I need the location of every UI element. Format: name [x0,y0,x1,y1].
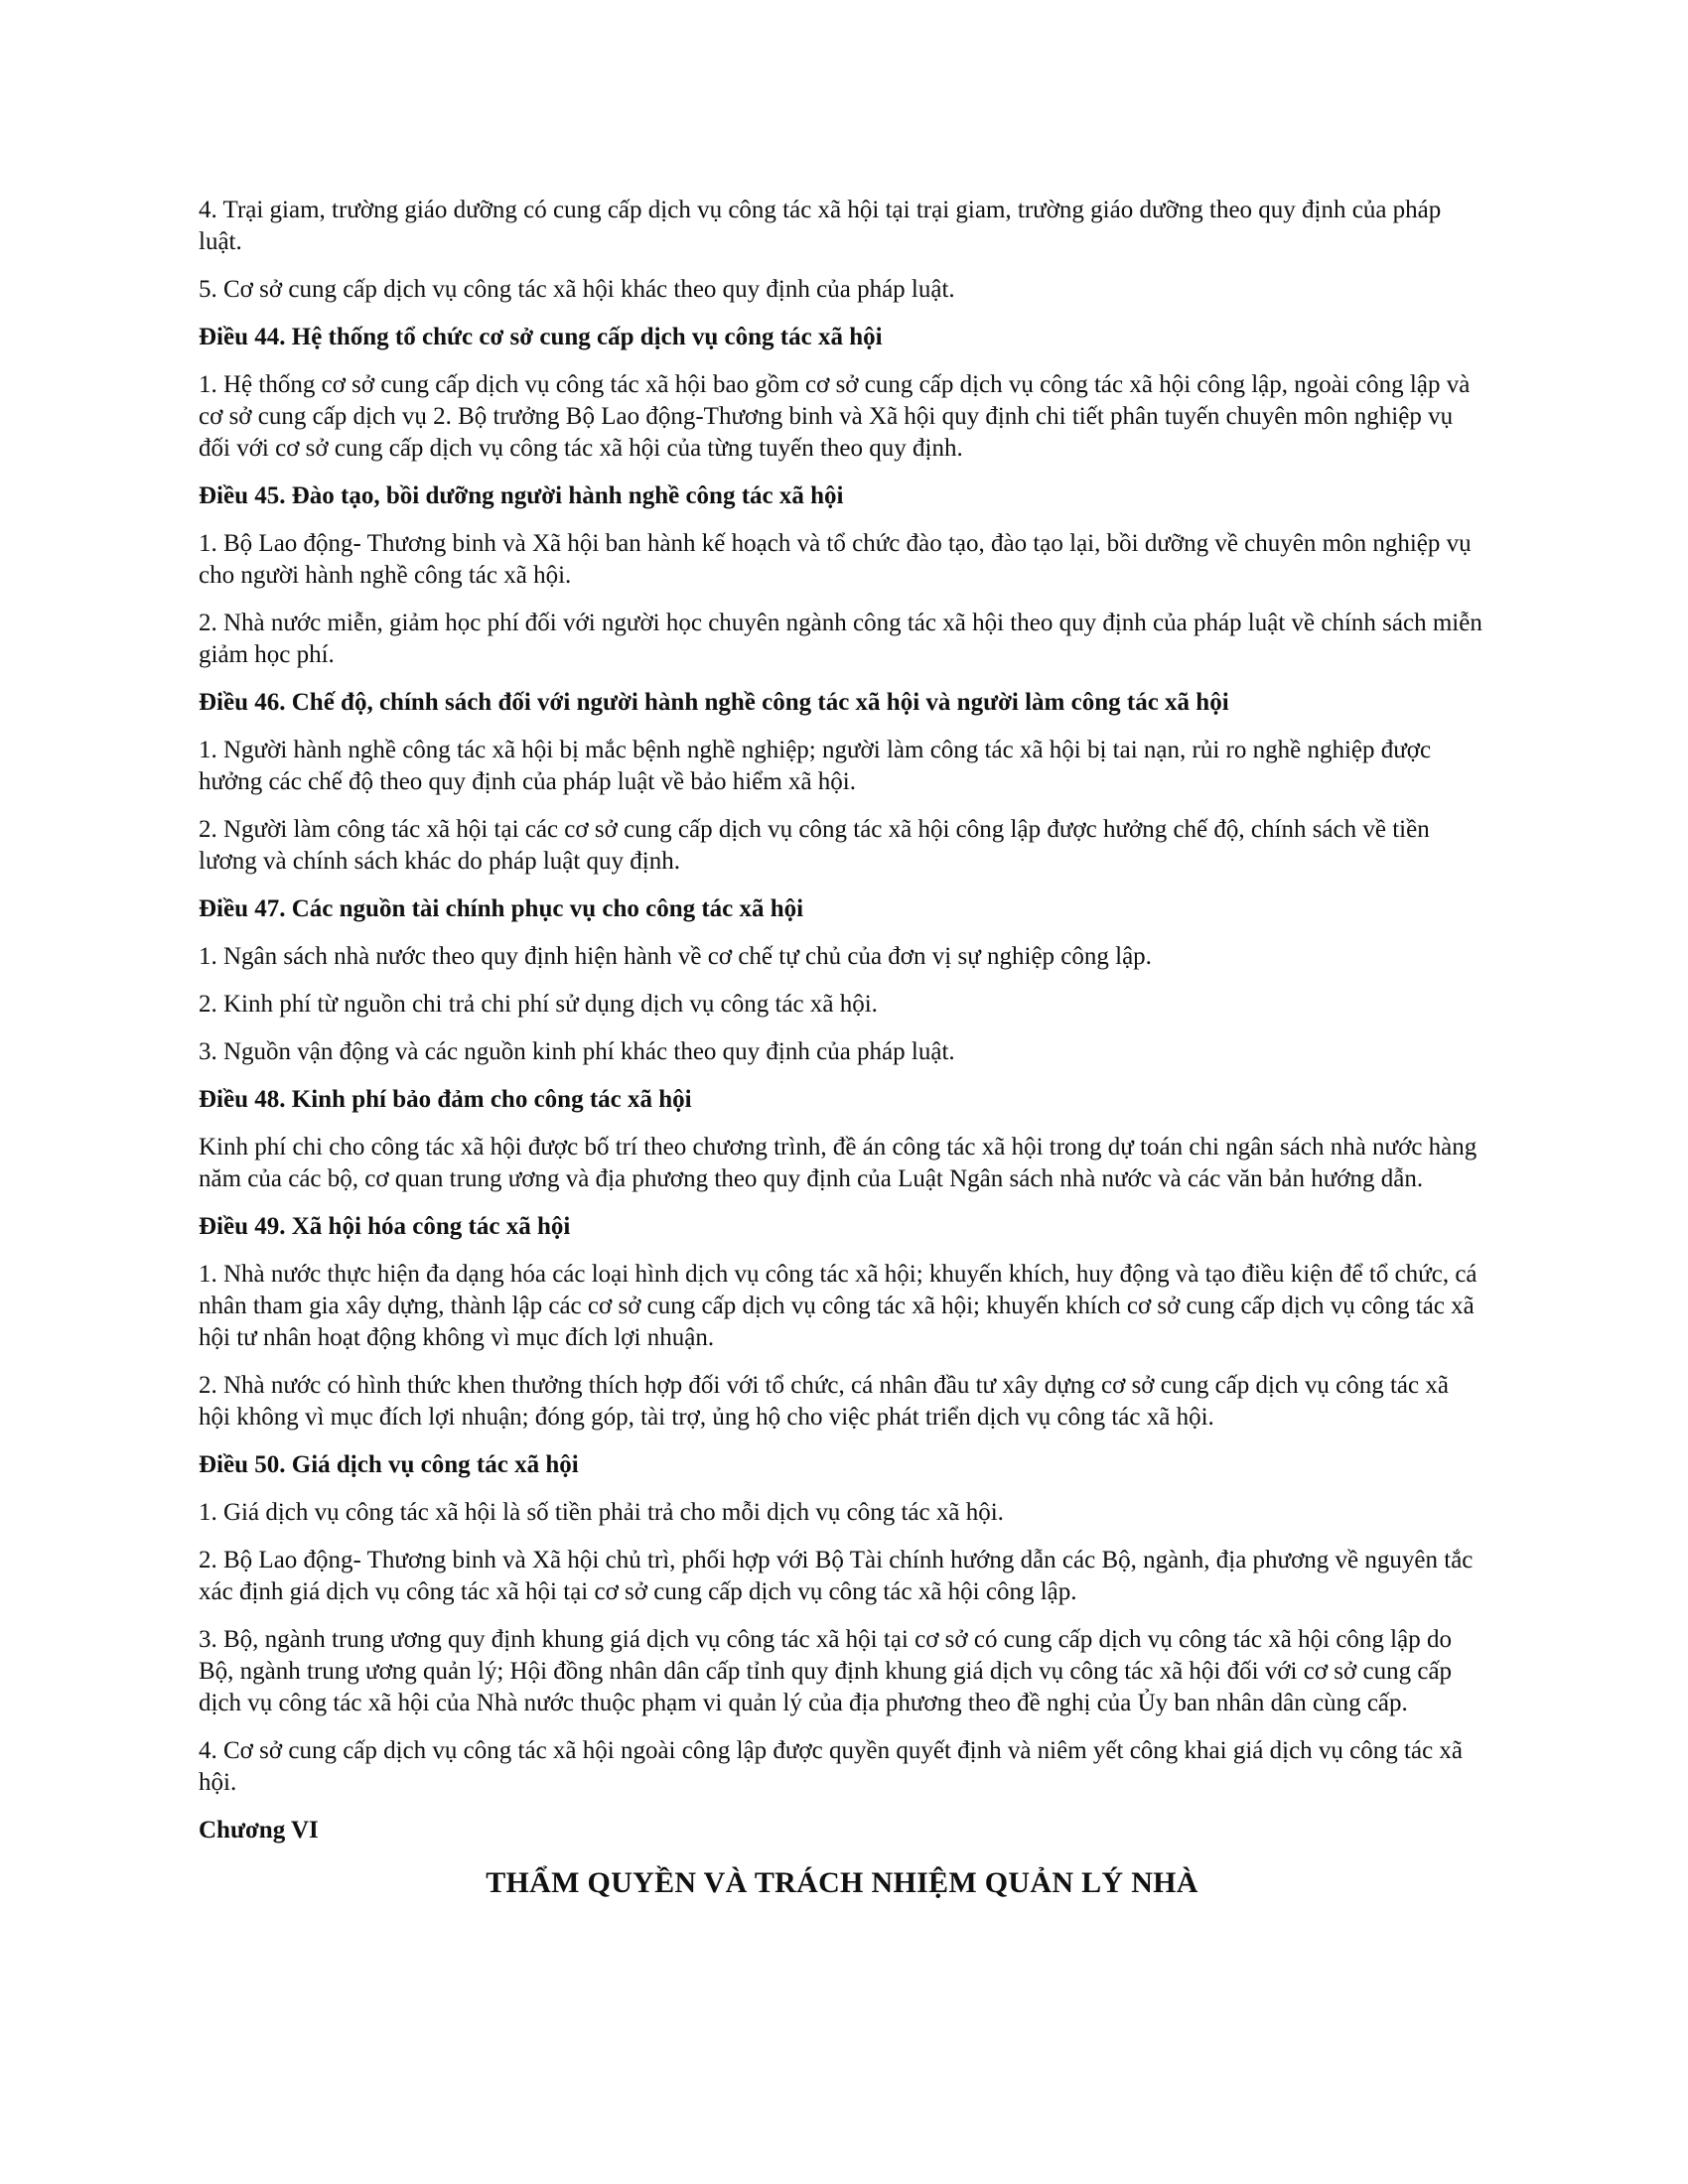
paragraph: 1. Nhà nước thực hiện đa dạng hóa các loại hình dịch vụ công tác xã hội; khuyến khích, huy động và tạo điều kiện để tổ chức, cá nhân tham gia xây dựng, thành lập các cơ sở cung cấp dịch vụ công tác xã hội; khuyến khích cơ sở cung cấp dịch vụ công tác xã hội tư nhân hoạt động không vì mục đích lợi nhuận. [199,1261,1477,1351]
article-heading: Điều 49. Xã hội hóa công tác xã hội [199,1213,571,1240]
paragraph: 1. Hệ thống cơ sở cung cấp dịch vụ công tác xã hội bao gồm cơ sở cung cấp dịch vụ công tác xã hội công lập, ngoài công lập và cơ sở cung cấp dịch vụ 2. Bộ trưởng Bộ Lao động-Thương binh và Xã hội quy định chi tiết phân tuyến chuyên môn nghiệp vụ đối với cơ sở cung cấp dịch vụ công tác xã hội của từng tuyến theo quy định. [199,371,1471,462]
article-heading: Điều 46. Chế độ, chính sách đối với người hành nghề công tác xã hội và người làm công tác xã hội [199,689,1229,716]
article-heading: Điều 44. Hệ thống tổ chức cơ sở cung cấp dịch vụ công tác xã hội [199,324,883,350]
article-heading: Điều 48. Kinh phí bảo đảm cho công tác xã hội [199,1086,692,1113]
paragraph: 2. Người làm công tác xã hội tại các cơ sở cung cấp dịch vụ công tác xã hội công lập được hưởng chế độ, chính sách về tiền lương và chính sách khác do pháp luật quy định. [199,816,1430,875]
paragraph: 1. Bộ Lao động- Thương binh và Xã hội ban hành kế hoạch và tổ chức đào tạo, đào tạo lại, bồi dưỡng về chuyên môn nghiệp vụ cho người hành nghề công tác xã hội. [199,530,1472,589]
paragraph: 1. Giá dịch vụ công tác xã hội là số tiền phải trả cho mỗi dịch vụ công tác xã hội. [199,1499,1004,1526]
paragraph: 3. Bộ, ngành trung ương quy định khung giá dịch vụ công tác xã hội tại cơ sở có cung cấp dịch vụ công tác xã hội công lập do Bộ, ngành trung ương quản lý; Hội đồng nhân dân cấp tỉnh quy định khung giá dịch vụ công tác xã hội đối với cơ sở cung cấp dịch vụ công tác xã hội của Nhà nước thuộc phạm vi quản lý của địa phương theo đề nghị của Ủy ban nhân dân cùng cấp. [199,1626,1453,1716]
paragraph: 2. Nhà nước có hình thức khen thưởng thích hợp đối với tổ chức, cá nhân đầu tư xây dựng cơ sở cung cấp dịch vụ công tác xã hội không vì mục đích lợi nhuận; đóng góp, tài trợ, ủng hộ cho việc phát triển dịch vụ công tác xã hội. [199,1372,1449,1431]
paragraph: 2. Bộ Lao động- Thương binh và Xã hội chủ trì, phối hợp với Bộ Tài chính hướng dẫn các Bộ, ngành, địa phương về nguyên tắc xác định giá dịch vụ công tác xã hội tại cơ sở cung cấp dịch vụ công tác xã hội công lập. [199,1547,1474,1605]
paragraph: 5. Cơ sở cung cấp dịch vụ công tác xã hội khác theo quy định của pháp luật. [199,276,955,303]
article-heading: Điều 50. Giá dịch vụ công tác xã hội [199,1451,579,1478]
paragraph: Kinh phí chi cho công tác xã hội được bố trí theo chương trình, đề án công tác xã hội trong dự toán chi ngân sách nhà nước hàng năm của các bộ, cơ quan trung ương và địa phương theo quy định của Luật Ngân sách nhà nước và các văn bản hướng dẫn. [199,1134,1477,1192]
article-heading: Điều 45. Đào tạo, bồi dưỡng người hành nghề công tác xã hội [199,482,844,509]
chapter-label: Chương VI [199,1817,319,1843]
paragraph: 4. Cơ sở cung cấp dịch vụ công tác xã hội ngoài công lập được quyền quyết định và niêm yết công khai giá dịch vụ công tác xã hội. [199,1737,1464,1796]
paragraph: 4. Trại giam, trường giáo dưỡng có cung cấp dịch vụ công tác xã hội tại trại giam, trường giáo dưỡng theo quy định của pháp luật. [199,197,1442,255]
paragraph: 2. Kinh phí từ nguồn chi trả chi phí sử dụng dịch vụ công tác xã hội. [199,991,878,1018]
paragraph: 2. Nhà nước miễn, giảm học phí đối với người học chuyên ngành công tác xã hội theo quy định của pháp luật về chính sách miễn giảm học phí. [199,610,1482,668]
paragraph: 1. Người hành nghề công tác xã hội bị mắc bệnh nghề nghiệp; người làm công tác xã hội bị tai nạn, rủi ro nghề nghiệp được hưởng các chế độ theo quy định của pháp luật về bảo hiểm xã hội. [199,737,1432,795]
paragraph: 1. Ngân sách nhà nước theo quy định hiện hành về cơ chế tự chủ của đơn vị sự nghiệp công lập. [199,943,1152,970]
article-heading: Điều 47. Các nguồn tài chính phục vụ cho công tác xã hội [199,895,804,922]
chapter-title: THẨM QUYỀN VÀ TRÁCH NHIỆM QUẢN LÝ NHÀ [486,1866,1198,1899]
paragraph: 3. Nguồn vận động và các nguồn kinh phí khác theo quy định của pháp luật. [199,1038,955,1065]
